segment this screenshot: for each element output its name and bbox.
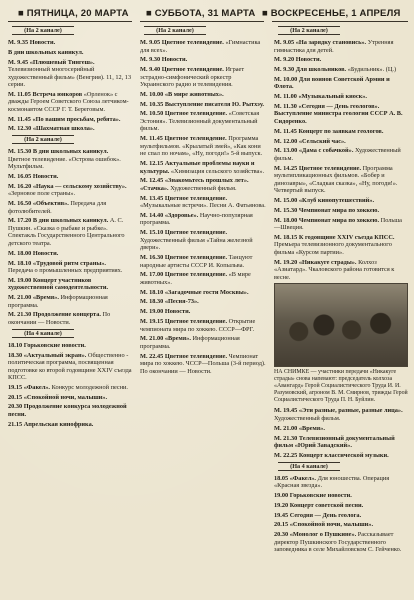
program-entry [274, 435, 408, 450]
program-description: Информационная программа. [140, 335, 240, 350]
program-title: Цветное телевидение. [298, 164, 362, 172]
program-entry [8, 394, 132, 402]
program-title: Цветное телевидение. [164, 254, 228, 262]
program-description: «Гимнастика для всех». [140, 39, 261, 54]
program-time: 19.20 [274, 501, 289, 509]
program-title: Концерт классической музыки. [298, 451, 389, 459]
program-title: Встреча юнкоров [32, 90, 83, 98]
program-title: Чемпионат мира по хоккею. [298, 216, 380, 224]
program-time: М. 12.30 [8, 125, 32, 133]
program-entry [140, 160, 266, 175]
program-description: Общественно - политическая программа, посвященная подготовке ко второй годовщине XXIV съезда КПСС. [8, 351, 132, 382]
program-title: К годовщине XXIV съезда КПСС. [298, 233, 395, 241]
program-title: «Сегодня — День геологов». Выступление министра геологии СССР А. В. Сидоренко. [274, 102, 403, 125]
program-title: «Время». [298, 424, 325, 432]
channel-label: (На 4 канале) [12, 329, 74, 338]
program-entry [274, 425, 408, 433]
program-entry [140, 110, 266, 133]
program-title: «Спокойной ночи, малыши». [289, 521, 374, 529]
program-title: Новости. [29, 39, 56, 46]
program-title: Чемпионат мира по хоккею. [298, 206, 380, 214]
program-time: М. 14.25 [274, 164, 298, 172]
program-entry [8, 311, 132, 326]
photo-caption: НА СНИМКЕ — участники передачи «Никакуге страды» снова напевают: председатель колхоза «Авангард» Герой Социалистического Труда И. И. Разумовский, агроном В. М. Смирнов, трижды Герой Социалистического Труда П. Н. Буйлин. [274, 369, 408, 404]
program-entry [140, 195, 266, 210]
program-title: В дни школьных каникул. [32, 217, 109, 225]
program-title: «Песня-73». [164, 298, 199, 306]
program-entry [140, 229, 266, 252]
program-time: М. 18.10 [8, 259, 32, 267]
program-entry [274, 234, 408, 257]
program-description: Для юношества. Операция «Красная звезда». [274, 474, 390, 490]
program-time: М. 16.50 [8, 200, 32, 208]
program-entry [8, 116, 132, 124]
program-title: «Актуальный экран». [23, 351, 87, 359]
program-time: М. 12.15 [140, 160, 164, 168]
program-time: 19.15 [8, 383, 23, 391]
program-entry [140, 298, 266, 306]
program-entry [140, 289, 266, 297]
program-title: «Эти разные, разные, разные лица». [298, 407, 403, 415]
program-time: М. 9.40 [140, 66, 161, 74]
program-entry [8, 91, 132, 114]
program-time: 21.15 [8, 420, 23, 428]
program-title: Цветное телевидение. [164, 110, 228, 118]
program-title: «Шахматная школа». [32, 125, 95, 133]
program-description: Открытие чемпионата мира по хоккею. СССР—ФРГ. [140, 318, 256, 333]
channel-label: (На 2 канале) [12, 135, 74, 144]
program-time: М. 18.00 [274, 216, 298, 224]
program-entry [140, 212, 266, 227]
schedule-column-saturday [140, 24, 266, 377]
program-time: М. 19.00 [140, 308, 164, 316]
program-description: Телевизионный многосерийный художественный фильм» (Венгрия). 11, 12, 13 серии. [8, 66, 132, 89]
program-time: М. 21.00 [8, 294, 32, 302]
program-entry [140, 39, 266, 54]
program-title: Цветное телевидение. [161, 66, 224, 74]
program-time: М. 11.30 [274, 102, 297, 110]
program-entry [8, 49, 132, 57]
program-entry [140, 308, 266, 316]
header-rule [272, 21, 408, 22]
program-entry [274, 407, 408, 422]
program-time: 18.10 [8, 341, 23, 349]
program-time: М. 11.00 [274, 93, 297, 101]
program-entry [140, 335, 266, 350]
program-title: «Музыкальный киоск». [298, 93, 368, 101]
program-time: М. 11.45 [274, 127, 297, 135]
program-description: Играет эстрадно-симфонический оркестр Украинского радио и телевидения. [140, 66, 245, 89]
program-title: Новости. [161, 56, 188, 64]
program-description: Художественный фильм. [274, 147, 401, 162]
program-entry [140, 101, 266, 109]
program-entry [140, 91, 266, 99]
program-description: Научно-популярная программа. [140, 211, 253, 227]
program-entry [140, 271, 266, 286]
program-time: М. 16.30 [140, 254, 164, 262]
program-time: М. 11.05 [8, 90, 31, 98]
program-title: Горьковские новости. [23, 341, 86, 349]
program-entry [274, 39, 408, 54]
program-time: 19.45 [274, 511, 289, 519]
program-title: «По вашим просьбам, ребята». [32, 115, 121, 123]
program-description: Передача для фотолюбителей. [8, 200, 107, 215]
program-title: Продолжение концерта. [32, 311, 101, 319]
program-time: М. 10.50 [140, 110, 164, 118]
program-description: Премьера телевизионного документального фильма «Курсом партии». [274, 241, 392, 256]
program-title: Концерт по заявкам геологов. [298, 127, 384, 135]
program-entry [274, 197, 408, 205]
program-description: Программа мультипликационных фильмов. «Бобер и динозавры», «Сладкая сказка», «Ну, погоди!». Четвертый выпуск. [274, 164, 398, 195]
program-title: «Трудовой ритм страны». [32, 259, 106, 267]
program-title: «Спокойной ночи, малыши». [23, 393, 108, 401]
program-time: М. 16.20 [8, 182, 32, 190]
program-entry [8, 352, 132, 382]
program-entry [140, 135, 266, 158]
program-entry [8, 294, 132, 309]
program-entry [140, 353, 266, 376]
program-entry [274, 76, 408, 91]
program-entry [140, 66, 266, 89]
program-time: 20.15 [274, 521, 289, 529]
program-description: По окончании — Новости. [8, 311, 111, 326]
program-time: М. 22.45 [140, 352, 164, 360]
program-time: М. 21.30 [274, 434, 298, 442]
program-time: 18.05 [274, 474, 289, 482]
channel-label: (На 2 канале) [278, 26, 340, 35]
program-entry [8, 183, 132, 198]
program-entry [8, 59, 132, 89]
program-entry [274, 492, 408, 500]
program-title: «Знакомьтесь прошлых лет». «Стачка». [140, 177, 249, 192]
program-title: Новости. [32, 249, 59, 257]
program-time: М. 15.00 [274, 196, 298, 204]
program-entry [8, 250, 132, 258]
program-description: Конкурс молодежной песни. [51, 383, 129, 391]
program-description: Чемпионат мира по хоккею. ЧССР—Польша (3-й период). По окончании — Новости. [140, 352, 266, 375]
program-time: М. 15.30 [8, 148, 32, 156]
schedule-column-sunday [274, 24, 408, 556]
program-time: 20.30 [274, 531, 289, 539]
program-description: Программа мультфильмов. «Крылатый змей», «Как кони не спал по ночам», «Ну, погоди!» 5-й выпуск. [140, 135, 263, 158]
program-entry [140, 318, 266, 333]
day-header-friday: ■ ПЯТНИЦА, 20 МАРТА [18, 8, 129, 19]
program-entry [8, 125, 132, 133]
program-description: Художественный фильм. [274, 414, 341, 422]
program-time: М. 21.30 [8, 311, 32, 319]
program-entry [274, 207, 408, 215]
program-title: «Плюшевый Тингеш». [29, 58, 95, 66]
program-time: М. 18.30 [140, 298, 164, 306]
program-entry [274, 217, 408, 232]
program-time: М. 17.00 [140, 271, 164, 279]
program-title: Актуальные проблемы науки и культуры. [140, 160, 255, 175]
program-title: Для школьников. [295, 66, 347, 74]
program-time: М. 18.00 [8, 249, 32, 257]
program-time: М. 17.20 [8, 217, 32, 225]
program-title: «Объектив». [32, 200, 69, 208]
schedule-column-friday [8, 24, 132, 431]
channel-label: (На 2 канале) [12, 26, 74, 35]
program-time: М. 19.00 [8, 276, 32, 284]
program-title: «Загадочные гости Москвы». [164, 288, 249, 296]
program-description: «Химизация сельского хозяйства». [170, 167, 265, 175]
program-entry [274, 138, 408, 146]
program-title: Апрельская кинофрика. [23, 420, 94, 428]
program-entry [274, 165, 408, 195]
program-title: Концерт советской песни. [289, 501, 364, 509]
program-time: М. 21.00 [140, 335, 164, 343]
program-title: «Факел». [23, 383, 50, 391]
program-title: Выступление писателя Ю. Рытхэу. [164, 100, 264, 108]
program-entry [140, 177, 266, 192]
program-title: Цветное телевидение. [164, 352, 228, 360]
program-entry [274, 521, 408, 529]
program-title: «Никакуге страды». [298, 258, 357, 266]
program-entry [140, 254, 266, 269]
program-title: Цветное телевидение. [164, 229, 228, 237]
program-description: «Зерновое поле страны». [8, 190, 76, 198]
program-title: Цветное телевидение. [164, 271, 228, 279]
program-entry [274, 502, 408, 510]
program-entry [8, 342, 132, 350]
program-description: Художественный фильм. [170, 184, 237, 192]
program-title: «Клуб кинопутешествий». [298, 196, 375, 204]
program-description: «Орленок» с дважды Героем Советского Союза летчиком-космонавтом СССР Г. Т. Береговым. [8, 90, 129, 113]
program-title: «Монолог о Пушкине». [289, 531, 357, 539]
program-title: В дни школьных каникул. [32, 148, 109, 156]
program-title: Новости. [295, 56, 322, 64]
header-rule [8, 21, 132, 22]
program-entry [274, 66, 408, 74]
program-time: М. 19.20 [274, 258, 298, 266]
program-title: Концерт участников художественной самодеятельности. [8, 276, 109, 292]
program-time: М. 9.20 [274, 56, 295, 64]
program-time: 19.00 [274, 491, 289, 499]
program-entry [8, 403, 132, 418]
program-time: М. 9.05 [140, 39, 161, 46]
program-title: Цветное телевидение. [164, 194, 228, 202]
program-description: Информационная программа. [8, 294, 108, 309]
program-entry [274, 452, 408, 460]
program-entry [274, 475, 408, 490]
program-title: «Здоровье». [164, 211, 199, 219]
program-description: Цветное телевидение. «Острова ошибок». Мультфильм. [8, 155, 121, 171]
program-title: Для воинов Советской Армии и Флота. [274, 75, 390, 91]
program-entry [8, 148, 132, 171]
program-description: Утренняя гимнастика для детей. [274, 39, 394, 54]
program-entry [8, 200, 132, 215]
channel-label: (На 2 канале) [144, 26, 206, 35]
program-time: М. 9.05 [274, 39, 295, 46]
program-time: М. 19.45 [274, 407, 298, 415]
program-entry [8, 173, 132, 181]
program-title: Новости. [32, 173, 59, 181]
program-entry [8, 421, 132, 429]
program-entry [8, 217, 132, 247]
program-title: «Факел». [289, 474, 316, 482]
program-description: Танцуют народные артисты СССР И. Копыльва. [140, 254, 253, 269]
program-entry [8, 277, 132, 292]
program-title: Телевизионный документальный фильм «Юрий Завадский». [274, 434, 395, 450]
program-description: Колхоз «Азиатард». Чкаловского района готовится к весне. [274, 258, 395, 281]
program-time: М. 22.25 [274, 451, 298, 459]
header-rule [140, 21, 264, 22]
program-title: «Наука — сельскому хозяйству». [32, 182, 127, 190]
day-headers [6, 4, 408, 22]
program-entry [274, 259, 408, 282]
program-entry [274, 147, 408, 162]
program-time: М. 9.35 [8, 39, 29, 46]
program-time: М. 10.35 [140, 100, 164, 108]
program-time: М. 18.15 [274, 233, 298, 241]
program-title: «Сельский час». [298, 137, 346, 145]
program-title: «На зарядку становись». [295, 39, 367, 46]
program-entry [8, 384, 132, 392]
program-time: М. 10.00 [274, 75, 298, 83]
program-title: «Дама с собачкой». [298, 147, 354, 155]
program-entry [274, 93, 408, 101]
program-time: М. 19.15 [140, 318, 164, 326]
program-time: М. 9.45 [8, 58, 29, 66]
program-time: М. 15.10 [140, 229, 164, 237]
program-time: М. 16.05 [8, 173, 32, 181]
program-entry [274, 56, 408, 64]
program-description: Передача о промышленных предприятиях. [8, 267, 123, 275]
channel-label: (На 4 канале) [278, 462, 340, 471]
program-title: Цветное телевидение. [164, 135, 227, 143]
program-description: Польша—Швеция. [274, 216, 402, 232]
program-title: Новости. [164, 308, 191, 316]
program-title: «Время». [164, 335, 191, 343]
program-title: «В мире животных». [164, 90, 224, 98]
program-title: В дни школьных каникул. [8, 48, 84, 56]
program-entry [274, 531, 408, 554]
program-entry [274, 128, 408, 136]
program-time: М. 13.45 [140, 194, 164, 202]
program-title: Сегодня — День геолога. [289, 511, 362, 519]
program-description: «В мире животных». [140, 271, 251, 286]
program-time: 20.30 [8, 403, 23, 411]
program-time: М. 21.00 [274, 424, 298, 432]
program-title: «Время». [32, 294, 59, 302]
program-time: М. 13.00 [274, 147, 298, 155]
program-time: М. 15.30 [274, 206, 298, 214]
program-time: М. 9.30 [140, 56, 161, 64]
program-time: М. 10.00 [140, 90, 164, 98]
day-header-saturday: ■ СУББОТА, 31 МАРТА [146, 8, 256, 19]
day-header-sunday: ■ ВОСКРЕСЕНЬЕ, 1 АПРЕЛЯ [262, 8, 401, 19]
program-description: Рассказывает директор Пушкинского Государственного заповедника в селе Михайловском С. Гейченко. [274, 531, 402, 554]
program-entry [8, 260, 132, 275]
program-entry [8, 39, 132, 47]
program-time: М. 18.10 [140, 288, 164, 296]
program-entry [140, 56, 266, 64]
program-description: «Советская Эстония». Телевизионный документальный фильм. [140, 110, 260, 133]
program-entry [274, 103, 408, 126]
program-time: 20.15 [8, 393, 23, 401]
program-title: Цветное телевидение. [161, 39, 224, 46]
program-time: М. 11.45 [140, 135, 163, 143]
program-title: Цветное телевидение. [164, 318, 228, 326]
program-description: «Музыкальные встречи». Песни А. Фатьянова. [140, 202, 266, 210]
broadcast-photo [274, 283, 408, 367]
program-time: М. 12.00 [274, 137, 298, 145]
program-entry [274, 512, 408, 520]
program-description: Художественный фильм «Тайна железной двери». [140, 236, 253, 252]
program-time: М. 12.45 [140, 177, 164, 185]
program-time: М. 9.30 [274, 66, 295, 74]
program-description: «Будильник». (Ц.) [347, 66, 397, 74]
program-title: Горьковские новости. [289, 491, 352, 499]
program-time: 18.30 [8, 351, 23, 359]
program-description: А. С. Пушкин. «Сказка о рыбаке и рыбке». Спектакль Государственного Центрального детского театра. [8, 217, 125, 247]
program-time: М. 14.40 [140, 211, 164, 219]
program-time: М. 11.45 [8, 115, 31, 123]
program-title: Продолжение конкурса молодежной песни. [8, 403, 127, 418]
